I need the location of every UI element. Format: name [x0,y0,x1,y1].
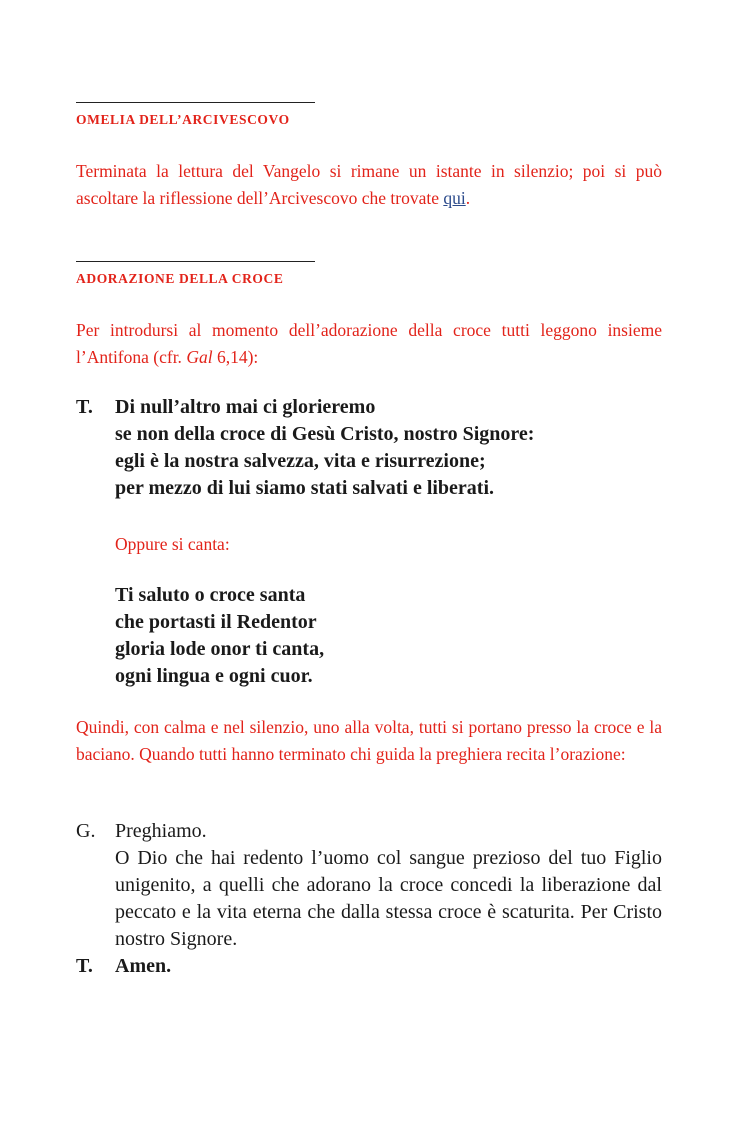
hymn-line: ogni lingua e ogni cuor. [115,665,313,687]
response-block [76,953,662,980]
hymn-line: Ti saluto o croce santa [115,584,306,606]
section-heading-omelia: OMELIA DELL’ARCIVESCOVO [76,112,290,127]
rubric-veneration: Quindi, con calma e nel silenzio, uno alla volta, tutti si portano presso la croce e la baciano. Quando tutti hanno terminato chi guida la preghiera recita l’orazione: [76,717,662,764]
scripture-reference: Gal [186,347,213,367]
antiphon-line: per mezzo di lui siamo stati salvati e liberati. [115,477,495,499]
prayer-text [115,818,662,953]
rubric-text: Per introdursi al momento dell’adorazione della croce tutti leggono insieme l’Antifona (cfr. [76,320,662,367]
prayer-invitation: Preghiamo. [115,820,207,842]
rubric-text: Terminata la lettura del Vangelo si rimane un istante in silenzio; poi si può ascoltare la riflessione dell’Arcivescovo che trovate [76,161,662,208]
speaker-label: T. [76,955,93,977]
hymn-line: gloria lode onor ti canta, [115,638,325,660]
alternative-rubric: Oppure si canta: [115,534,230,554]
speaker-label: G. [76,820,96,842]
rubric-omelia [76,158,662,212]
prayer-body: O Dio che hai redento l’uomo col sangue prezioso del tuo Figlio unigenito, a quelli che adorano la croce concedi la liberazione dal peccato e la vita eterna che dalla stessa croce è scaturita. Per Cristo nostro Signore. [115,847,662,950]
antiphon-line: egli è la nostra salvezza, vita e risurrezione; [115,450,486,472]
antiphon-text [115,394,662,502]
rubric-punct: . [465,188,471,208]
antiphon-line: se non della croce di Gesù Cristo, nostro Signore: [115,423,535,445]
hymn-line: che portasti il Redentor [115,611,317,633]
section-divider [76,102,315,103]
hymn-text [115,582,662,690]
speaker-label: T. [76,396,93,418]
section-divider [76,261,315,262]
homily-link[interactable]: qui [443,188,466,208]
response-text: Amen. [115,955,172,977]
prayer-block [76,818,662,953]
antiphon-block [76,394,662,502]
rubric-text: 6,14): [212,347,259,367]
rubric-adorazione-intro [76,317,662,371]
hymn-block [76,582,662,690]
antiphon-line: Di null’altro mai ci glorieremo [115,396,376,418]
section-heading-adorazione: ADORAZIONE DELLA CROCE [76,271,284,286]
